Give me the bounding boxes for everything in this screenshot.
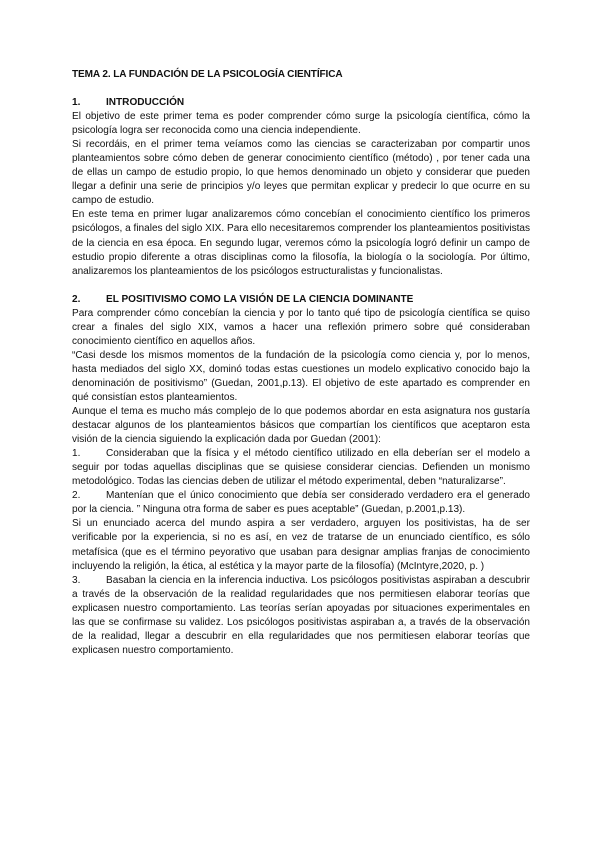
paragraph: Aunque el tema es mucho más complejo de lo que podemos abordar en esta asignatura nos gustaría destacar algunos de los planteamientos básicos que compartían los científicos que aceptaron esta visión de la ciencia siguiendo la explicación dada por Guedan (2001):	[72, 406, 530, 446]
section-title: EL POSITIVISMO COMO LA VISIÓN DE LA CIENCIA DOMINANTE	[106, 293, 414, 305]
paragraph: Si recordáis, en el primer tema veíamos como las ciencias se caracterizaban por compartir unos planteamientos sobre cómo deben de generar conocimiento científico (método) , por tener cada una de ellas un campo de estudio propio, lo que hemos denominado un objeto y considerar que pueden llegar a definir una serie de principios y/o leyes que permitan explicar y predecir lo que ocurre en su campo de estudio.	[72, 139, 530, 207]
list-item	[72, 574, 530, 658]
paragraph: “Casi desde los mismos momentos de la fundación de la psicología como ciencia y, por lo menos, hasta mediados del siglo XX, dominó todas estas cuestiones un modelo explicativo conocido bajo la denominación de positivismo” (Guedan, 2001,p.13). El objetivo de este apartado es comprender en qué consistían estos planteamientos.	[72, 349, 530, 403]
list-item-number: 3.	[72, 574, 81, 586]
list-item-number: 1.	[72, 448, 81, 460]
paragraph: En este tema en primer lugar analizaremos cómo concebían el conocimiento científico los primeros psicólogos, a finales del siglo XIX. Para ello necesitaremos comprender los planteamientos positivistas de la ciencia en esa época. En segundo lugar, veremos cómo la psicología logró definir un campo de estudio propio diferente a otras disciplinas como la filosofía, la biología o la sociología. Por último, analizaremos los planteamientos de los psicólogos estructuralistas y funcionalistas.	[72, 209, 530, 277]
section-2-heading	[72, 293, 530, 307]
section-number: 2.	[72, 293, 81, 305]
section-1-heading	[72, 96, 530, 110]
list-item	[72, 489, 530, 517]
document-title: TEMA 2. LA FUNDACIÓN DE LA PSICOLOGÍA CIENTÍFICA	[72, 69, 343, 80]
list-item	[72, 447, 530, 489]
list-item-number: 2.	[72, 490, 81, 502]
document-page	[72, 68, 530, 658]
spacer	[72, 279, 530, 293]
section-number: 1.	[72, 97, 81, 109]
list-item-text: Mantenían que el único conocimiento que debía ser considerado verdadero era el generado por la ciencia. ” Ninguna otra forma de saber es pues aceptable” (Guedan, p.2001,p.13).	[72, 490, 530, 516]
section-title: INTRODUCCIÓN	[106, 97, 185, 109]
list-item-text: Basaban la ciencia en la inferencia inductiva. Los psicólogos positivistas aspiraban a descubrir a través de la observación de la realidad regularidades que nos permitiesen elaborar teorías que explicasen nuestro comportamiento. Las teorías serían apoyadas por situaciones experimentales en las que se confirmase su validez. Los psicólogos positivistas aspiraban a, a través de la observación de la realidad, llegar a descubrir en ella regularidades que nos permitiesen elaborar teorías que explicasen nuestro comportamiento.	[72, 574, 530, 656]
list-item-text: Consideraban que la física y el método científico utilizado en ella deberían ser el modelo a seguir por todas aquellas disciplinas que se quisiese considerar ciencias. Defienden un monismo metodológico. Todas las ciencias deben de utilizar el método experimental, deben “naturalizarse”.	[72, 448, 530, 488]
paragraph: Para comprender cómo concebían la ciencia y por lo tanto qué tipo de psicología científica se quiso crear a finales del siglo XIX, vamos a hacer una reflexión primero sobre qué consideraban conocimiento científico en aquellos años.	[72, 307, 530, 347]
paragraph: El objetivo de este primer tema es poder comprender cómo surge la psicología científica, cómo la psicología logra ser reconocida como una ciencia independiente.	[72, 111, 530, 137]
paragraph: Si un enunciado acerca del mundo aspira a ser verdadero, arguyen los positivistas, ha de ser verificable por la experiencia, si no es así, en vez de tratarse de un enunciado científico, es sólo metafísica (que es el término peyorativo que usaban para designar amplias franjas de conocimiento incluyendo la religión, la ética, al estética y la mayor parte de la filosofía) (McIntyre,2020, p. )	[72, 518, 530, 572]
